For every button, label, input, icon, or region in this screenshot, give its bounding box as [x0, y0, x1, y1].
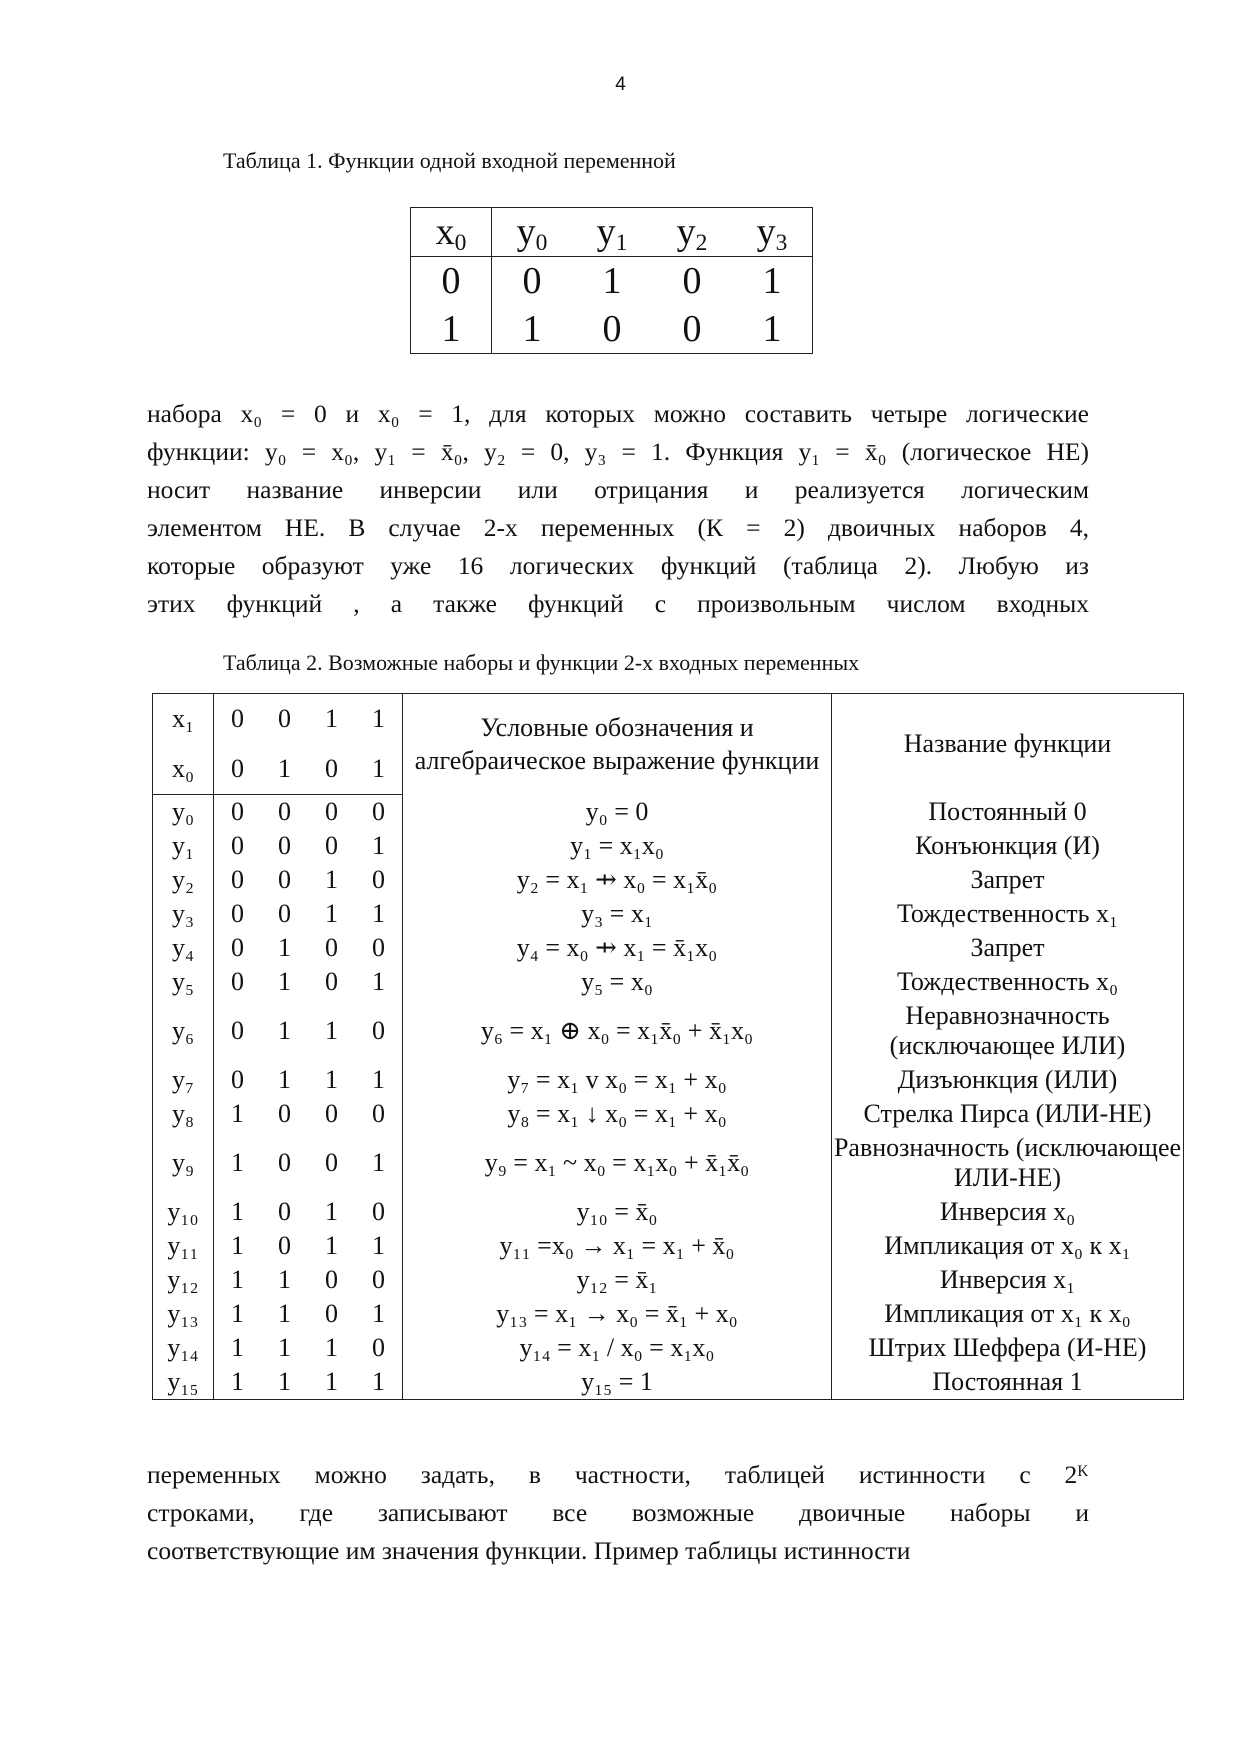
table2-header-bit: 1 — [355, 744, 403, 795]
table2-header-name: Название функции — [903, 729, 1112, 759]
table2-row — [153, 965, 1184, 999]
table2-bit-cell: 1 — [325, 865, 338, 894]
table2-bit-cell: 1 — [231, 1265, 244, 1294]
table2-header-x0: x₀ — [153, 744, 214, 795]
table2-header-bit: 1 — [325, 704, 338, 733]
table2-bit-cell: 1 — [278, 933, 291, 962]
table2-header-row — [153, 694, 1184, 745]
table2-name-cell: Импликация от x₁ к x₀ — [884, 1299, 1131, 1328]
table2-bit-cell: 1 — [325, 1333, 338, 1362]
table2-formula-cell: y₁₁ =x₀ → x₁ = x₁ + x̄₀ — [403, 1229, 832, 1263]
table2-bit-cell: 1 — [278, 1265, 291, 1294]
table2-bit-cell: 0 — [325, 967, 338, 996]
table2-bit-cell: 0 — [355, 1097, 403, 1131]
table2-name-cell: Инверсия x₀ — [939, 1197, 1076, 1226]
table2-row — [153, 1263, 1184, 1297]
table2-bit-cell: 0 — [355, 1331, 403, 1365]
table2-bit-cell: 0 — [355, 863, 403, 897]
table2-function-label: y₁₄ — [153, 1331, 214, 1365]
table2-name-cell: Импликация от x₀ к x₁ — [884, 1231, 1131, 1260]
table2-row — [153, 1097, 1184, 1131]
table2-bit-cell: 0 — [231, 831, 244, 860]
table1-cell: 1 — [762, 260, 782, 302]
table2-bit-cell: 1 — [325, 1231, 338, 1260]
paragraph-line: которые образуют уже 16 логических функций (таблица 2). Любую из — [147, 551, 1089, 580]
table2-name-cell: Неравнозначность (исключающее ИЛИ) — [889, 1001, 1126, 1060]
table1-header-cell: $y_1$ — [572, 208, 652, 257]
table2-row — [153, 931, 1184, 965]
table2-row — [153, 1331, 1184, 1365]
table2 — [152, 693, 1184, 1400]
table2-header-bit: 1 — [355, 694, 403, 745]
table2-bit-cell: 1 — [231, 1099, 244, 1128]
table2-bit-cell: 1 — [325, 1367, 338, 1396]
table2-row — [153, 863, 1184, 897]
table2-bit-cell: 1 — [278, 1016, 291, 1045]
table2-bit-cell: 1 — [325, 1197, 338, 1226]
table1-header-cell: $y_3$ — [732, 208, 813, 257]
table2-bit-cell: 0 — [325, 1265, 338, 1294]
table1-caption: Таблица 1. Функции одной входной переменной — [223, 148, 676, 173]
table2-bit-cell: 0 — [278, 1099, 291, 1128]
table1-cell: 1 — [762, 308, 782, 350]
table2-bit-cell: 0 — [325, 831, 338, 860]
table2-function-label: y₇ — [153, 1063, 214, 1097]
table2-name-cell: Дизъюнкция (ИЛИ) — [897, 1065, 1118, 1094]
table1-row — [411, 305, 813, 354]
table2-name-cell: Запрет — [970, 865, 1045, 894]
table2-name-cell: Стрелка Пирса (ИЛИ-НЕ) — [863, 1099, 1152, 1128]
table2-function-label: y₆ — [153, 999, 214, 1063]
table2-row — [153, 1365, 1184, 1400]
paragraph-line: элементом НЕ. В случае 2-х переменных (К = 2) двоичных наборов 4, — [147, 513, 1089, 542]
table2-formula-cell: y₁₅ = 1 — [403, 1365, 832, 1400]
table2-bit-cell: 0 — [278, 831, 291, 860]
table2-bit-cell: 0 — [325, 1148, 338, 1177]
table2-bit-cell: 1 — [355, 1365, 403, 1400]
table1-cell: 0 — [602, 308, 622, 350]
table2-bit-cell: 0 — [231, 933, 244, 962]
paragraph-line: набора x₀ = 0 и x₀ = 1, для которых можно составить четыре логические — [147, 399, 1089, 428]
table2-row — [153, 1195, 1184, 1229]
paragraph-1 — [147, 395, 1089, 623]
table2-bit-cell: 1 — [278, 1333, 291, 1362]
table2-bit-cell: 1 — [355, 1229, 403, 1263]
table2-bit-cell: 0 — [278, 1231, 291, 1260]
table2-bit-cell: 0 — [231, 797, 244, 826]
table2-name-cell: Запрет — [970, 933, 1045, 962]
table2-bit-cell: 0 — [325, 797, 338, 826]
table2-function-label: y₅ — [153, 965, 214, 999]
table2-bit-cell: 1 — [278, 1367, 291, 1396]
table2-bit-cell: 0 — [325, 933, 338, 962]
table2-name-cell: Тождественность x₁ — [896, 899, 1119, 928]
table2-bit-cell: 0 — [231, 1016, 244, 1045]
table2-formula-cell: y₆ = x₁ ⊕ x₀ = x₁x̄₀ + x̄₁x₀ — [403, 999, 832, 1063]
table2-bit-cell: 1 — [278, 967, 291, 996]
table2-bit-cell: 1 — [355, 1297, 403, 1331]
table2-row — [153, 795, 1184, 830]
table2-formula-cell: y₁₀ = x̄₀ — [403, 1195, 832, 1229]
paragraph-line: этих функций , а также функций с произвольным числом входных — [147, 589, 1089, 618]
table2-bit-cell: 1 — [355, 829, 403, 863]
table1-header-cell: $y_2$ — [652, 208, 732, 257]
table2-bit-cell: 0 — [325, 1299, 338, 1328]
table2-bit-cell: 0 — [231, 865, 244, 894]
table2-bit-cell: 0 — [231, 1065, 244, 1094]
table2-header-bit: 0 — [231, 704, 244, 733]
table2-formula-cell: y₁₃ = x₁ → x₀ = x̄₁ + x₀ — [403, 1297, 832, 1331]
table1-cell: 0 — [411, 257, 492, 306]
table1-cell: 1 — [602, 260, 622, 302]
table1-header-cell: $y_0$ — [492, 208, 573, 257]
table2-bit-cell: 1 — [231, 1333, 244, 1362]
table2-header-bit: 1 — [261, 744, 308, 795]
table2-name-cell: Инверсия x₁ — [939, 1265, 1076, 1294]
table2-bit-cell: 0 — [278, 865, 291, 894]
table2-bit-cell: 0 — [325, 1099, 338, 1128]
table2-bit-cell: 1 — [231, 1299, 244, 1328]
table2-bit-cell: 0 — [278, 899, 291, 928]
table2-formula-cell: y₄ = x₀ ⇸ x₁ = x̄₁x₀ — [403, 931, 832, 965]
table2-formula-cell: y₀ = 0 — [403, 795, 832, 830]
table2-body — [153, 795, 1184, 1400]
table2-bit-cell: 0 — [355, 931, 403, 965]
table2-formula-cell: y₇ = x₁ v x₀ = x₁ + x₀ — [403, 1063, 832, 1097]
table2-function-label: y₁₁ — [153, 1229, 214, 1263]
table2-formula-cell: y₅ = x₀ — [403, 965, 832, 999]
table2-row — [153, 1063, 1184, 1097]
table2-bit-cell: 0 — [278, 1148, 291, 1177]
table2-function-label: y₄ — [153, 931, 214, 965]
table2-name-cell: Равнозначность (исключающее ИЛИ-НЕ) — [833, 1133, 1182, 1192]
page-number: 4 — [615, 74, 626, 95]
table2-bit-cell: 0 — [278, 1197, 291, 1226]
table2-name-cell: Конъюнкция (И) — [915, 831, 1100, 860]
table2-formula-cell: y₃ = x₁ — [403, 897, 832, 931]
table2-bit-cell: 1 — [355, 1131, 403, 1195]
paragraph-line: строками, где записывают все возможные двоичные наборы и — [147, 1498, 1089, 1527]
table2-bit-cell: 0 — [355, 1195, 403, 1229]
table1-row — [411, 257, 813, 306]
table2-bit-cell: 1 — [325, 1065, 338, 1094]
table2-caption: Таблица 2. Возможные наборы и функции 2-х входных переменных — [223, 650, 860, 675]
table2-name-cell: Постоянная 1 — [932, 1367, 1083, 1396]
table2-bit-cell: 0 — [231, 899, 244, 928]
table2-row — [153, 1297, 1184, 1331]
table2-function-label: y₈ — [153, 1097, 214, 1131]
table2-bit-cell: 1 — [231, 1231, 244, 1260]
table2-bit-cell: 1 — [355, 897, 403, 931]
table2-bit-cell: 0 — [355, 1263, 403, 1297]
table2-function-label: y₀ — [153, 795, 214, 830]
paragraph-2 — [147, 1456, 1089, 1570]
table1-cell: 0 — [682, 308, 702, 350]
table2-name-cell: Постоянный 0 — [928, 796, 1087, 826]
table2-bit-cell: 0 — [355, 795, 403, 830]
table2-bit-cell: 0 — [355, 999, 403, 1063]
table2-header-x1: x₁ — [153, 694, 214, 745]
table1-cell: 1 — [411, 305, 492, 354]
paragraph-line: соответствующие им значения функции. Пример таблицы истинности — [147, 1536, 911, 1565]
table2-function-label: y₁₂ — [153, 1263, 214, 1297]
table2-function-label: y₃ — [153, 897, 214, 931]
table2-header-bit: 0 — [214, 744, 262, 795]
table2-bit-cell: 0 — [231, 967, 244, 996]
paragraph-line: функции: y₀ = x₀, y₁ = x̄₀, y₂ = 0, y₃ = 1. Функция y₁ = x̄₀ (логическое НЕ) — [147, 437, 1089, 466]
table2-function-label: y₉ — [153, 1131, 214, 1195]
table2-row — [153, 829, 1184, 863]
table2-formula-cell: y₈ = x₁ ↓ x₀ = x₁ + x₀ — [403, 1097, 832, 1131]
paragraph-line: носит название инверсии или отрицания и реализуется логическим — [147, 475, 1089, 504]
table2-bit-cell: 1 — [231, 1197, 244, 1226]
table2-function-label: y₁₀ — [153, 1195, 214, 1229]
table2-formula-cell: y₁₄ = x₁ / x₀ = x₁x₀ — [403, 1331, 832, 1365]
table1 — [410, 207, 813, 354]
table1-cell: 0 — [522, 260, 542, 302]
table2-bit-cell: 1 — [278, 1065, 291, 1094]
table2-function-label: y₁₅ — [153, 1365, 214, 1400]
table2-function-label: y₂ — [153, 863, 214, 897]
table2-bit-cell: 1 — [325, 899, 338, 928]
table2-name-cell: Тождественность x₀ — [896, 967, 1119, 996]
table1-cell: 1 — [522, 308, 542, 350]
table2-bit-cell: 0 — [278, 797, 291, 826]
table2-name-cell: Штрих Шеффера (И-НЕ) — [868, 1333, 1147, 1362]
table2-row — [153, 897, 1184, 931]
table2-row — [153, 1229, 1184, 1263]
table2-formula-cell: y₉ = x₁ ~ x₀ = x₁x₀ + x̄₁x̄₀ — [403, 1131, 832, 1195]
table2-row — [153, 1131, 1184, 1195]
table2-bit-cell: 1 — [278, 1299, 291, 1328]
table1-header-cell: $x_0$ — [411, 208, 492, 257]
table2-bit-cell: 1 — [355, 1063, 403, 1097]
table2-header-bit: 0 — [308, 744, 355, 795]
table2-formula-cell: y₁ = x₁x₀ — [403, 829, 832, 863]
table2-formula-cell: y₁₂ = x̄₁ — [403, 1263, 832, 1297]
table1-cell: 0 — [682, 260, 702, 302]
table2-bit-cell: 1 — [231, 1148, 244, 1177]
table2-function-label: y₁ — [153, 829, 214, 863]
table2-formula-cell: y₂ = x₁ ⇸ x₀ = x₁x̄₀ — [403, 863, 832, 897]
table2-row — [153, 999, 1184, 1063]
table2-bit-cell: 1 — [355, 965, 403, 999]
table2-function-label: y₁₃ — [153, 1297, 214, 1331]
table1-header-row — [411, 208, 813, 257]
paragraph-line: переменных можно задать, в частности, таблицей истинности с 2ᴷ — [147, 1460, 1089, 1489]
table2-header-bit: 0 — [278, 704, 291, 733]
table2-bit-cell: 1 — [325, 1016, 338, 1045]
table2-header-formula: Условные обозначения и алгебраическое выражение функции — [403, 694, 832, 795]
table2-bit-cell: 1 — [231, 1367, 244, 1396]
